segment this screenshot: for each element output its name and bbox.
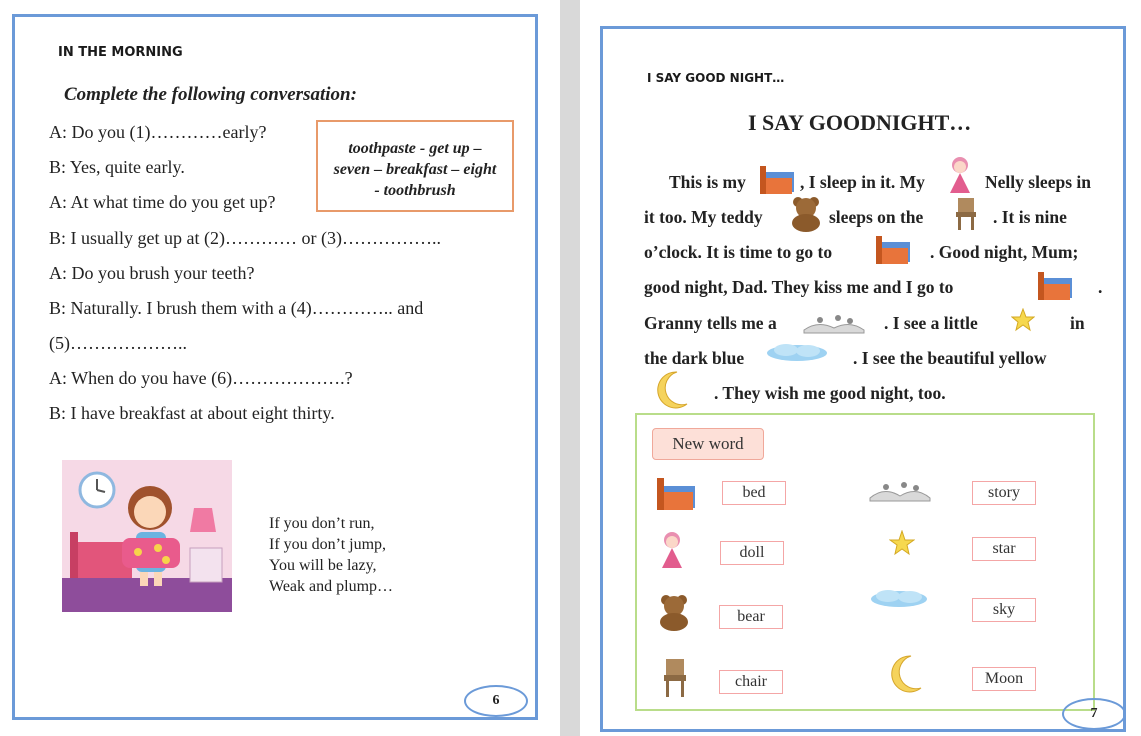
page-number: 6 xyxy=(464,685,528,717)
poem-line: You will be lazy, xyxy=(269,557,377,574)
vocab-word: sky xyxy=(972,598,1036,622)
dialogue-line: B: Yes, quite early. xyxy=(49,157,185,177)
story-text: Nelly sleeps in xyxy=(985,172,1091,192)
right-page xyxy=(580,0,1141,736)
dialogue-line: B: I have breakfast at about eight thirty. xyxy=(49,403,335,423)
vocab-word: bear xyxy=(719,605,783,629)
cloud-sky-icon xyxy=(868,586,930,612)
dialogue-line: B: Naturally. I brush them with a (4)………….. and xyxy=(49,298,424,318)
story-text: good night, Dad. They kiss me and I go to xyxy=(644,277,954,297)
left-section-title: IN THE MORNING xyxy=(58,45,183,60)
storybook-icon xyxy=(802,312,866,334)
story-title: I SAY GOODNIGHT… xyxy=(748,110,972,135)
vocab-word: Moon xyxy=(972,667,1036,691)
left-page xyxy=(0,0,560,736)
dialogue-line: A: At what time do you get up? xyxy=(49,192,276,212)
right-section-title: I SAY GOOD NIGHT… xyxy=(647,71,785,85)
new-word-label: New word xyxy=(652,428,764,460)
story-text: . I see a little xyxy=(884,313,978,333)
story-text: , I sleep in it. My xyxy=(800,172,925,192)
word-bank-line: seven – breakfast – eight xyxy=(333,161,497,178)
story-text: o’clock. It is time to go to xyxy=(644,242,833,262)
dialogue-line: A: Do you (1)…………early? xyxy=(49,122,267,142)
story-text: sleeps on the xyxy=(829,207,924,227)
story-text: . Good night, Mum; xyxy=(930,242,1079,262)
exercise-instruction: Complete the following conversation: xyxy=(64,84,357,105)
dialogue-line: A: Do you brush your teeth? xyxy=(49,263,255,283)
teddy-bear-icon xyxy=(784,194,828,232)
story-text: . It is nine xyxy=(993,207,1067,227)
poem-line: Weak and plump… xyxy=(269,578,394,595)
vocab-word: doll xyxy=(720,541,784,565)
page-number: 7 xyxy=(1062,698,1126,730)
story-text: This is my xyxy=(669,172,746,192)
word-bank-line: toothpaste - get up – xyxy=(348,140,482,157)
moon-icon xyxy=(653,370,691,410)
doll-icon xyxy=(658,530,686,570)
vocab-word: chair xyxy=(719,670,783,694)
story-text: . xyxy=(1098,277,1103,297)
word-bank-line: - toothbrush xyxy=(374,182,456,199)
dialogue-line: A: When do you have (6)……………….? xyxy=(49,368,353,388)
chair-icon xyxy=(660,657,690,699)
vocab-word: star xyxy=(972,537,1036,561)
poem-line: If you don’t jump, xyxy=(269,536,387,553)
story-text: Granny tells me a xyxy=(644,313,777,333)
dialogue-line: (5)……………….. xyxy=(49,333,187,353)
story-text: it too. My teddy xyxy=(644,207,763,227)
star-icon xyxy=(1011,308,1035,332)
word-bank-box xyxy=(316,120,514,212)
girl-with-pillow-illustration xyxy=(62,460,232,612)
chair-icon xyxy=(952,196,980,232)
teddy-bear-icon xyxy=(652,592,696,632)
story-text: . They wish me good night, too. xyxy=(714,383,946,403)
star-icon xyxy=(889,530,915,556)
vocab-word: bed xyxy=(722,481,786,505)
poem-line: If you don’t run, xyxy=(269,515,375,532)
dialogue-line: B: I usually get up at (2)………… or (3)…………….. xyxy=(49,228,441,248)
moon-icon xyxy=(889,654,925,694)
storybook-icon xyxy=(868,478,932,502)
bed-icon xyxy=(655,474,699,512)
bed-icon xyxy=(758,162,798,196)
story-text: . I see the beautiful yellow xyxy=(853,348,1047,368)
cloud-sky-icon xyxy=(764,340,830,366)
bed-icon xyxy=(874,232,914,266)
story-text: the dark blue xyxy=(644,348,745,368)
bed-icon xyxy=(1036,268,1076,302)
story-text: in xyxy=(1070,313,1085,333)
doll-icon xyxy=(946,155,974,195)
vocab-word: story xyxy=(972,481,1036,505)
